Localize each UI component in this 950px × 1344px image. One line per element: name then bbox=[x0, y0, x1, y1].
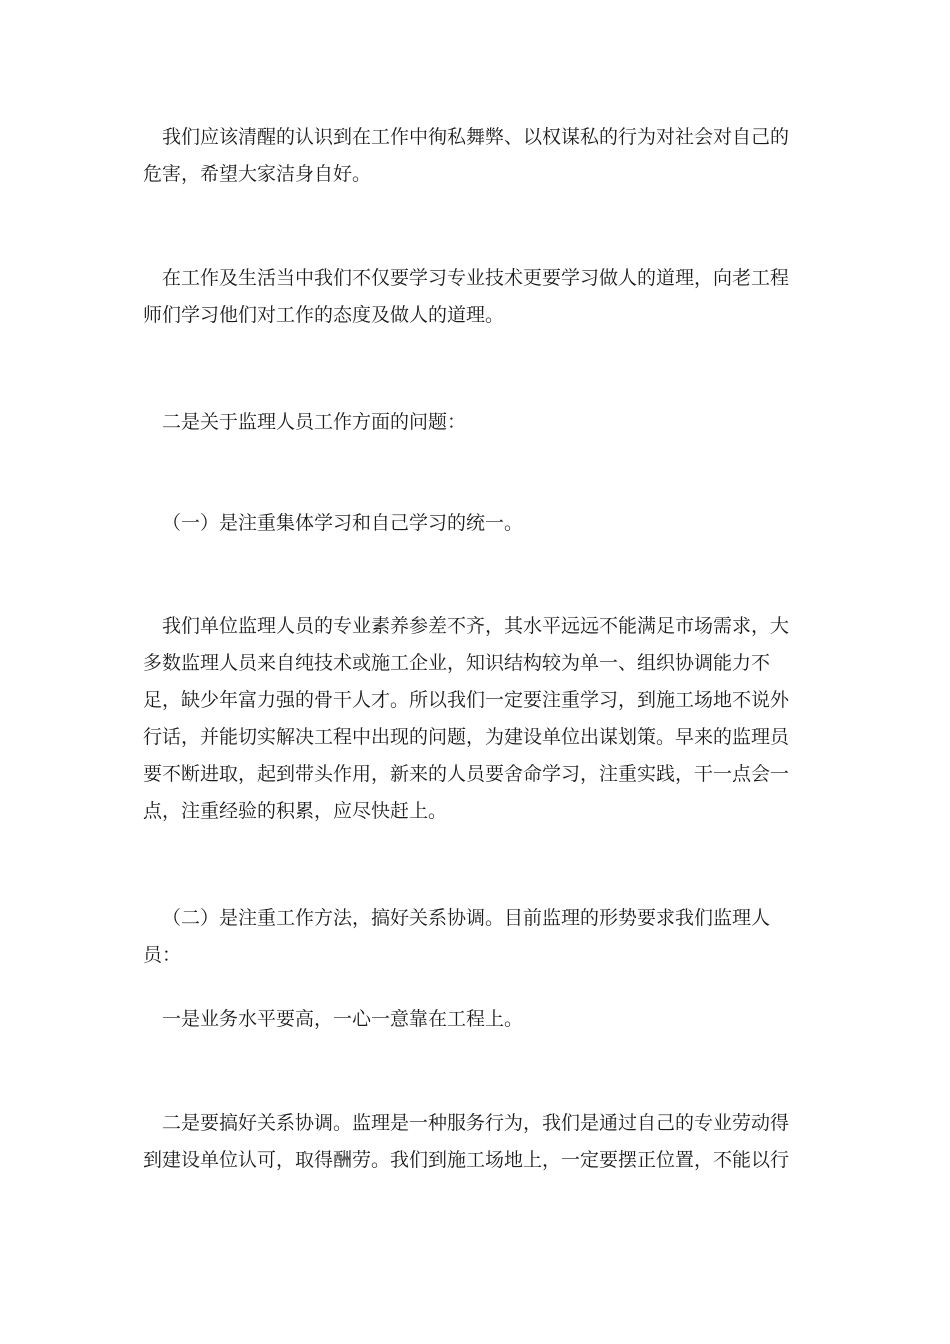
paragraph-learn-from-engineers: 在工作及生活当中我们不仅要学习专业技术更要学习做人的道理，向老工程师们学习他们对工作的态度及做人的道理。 bbox=[143, 267, 790, 326]
subheading-work-methods: （二）是注重工作方法，搞好关系协调。目前监理的形势要求我们监理人员： bbox=[143, 907, 771, 966]
paragraph-professional-quality: 我们单位监理人员的专业素养参差不齐，其水平远远不能满足市场需求，大多数监理人员来自纯技术或施工企业，知识结构较为单一、组织协调能力不足，缺少年富力强的骨干人才。所以我们一定要注重学习，到施工场地不说外行话，并能切实解决工程中出现的问题，为建设单位出谋划策。早来的监理员要不断进取，起到带头作用，新来的人员要舍命学习，注重实践，干一点会一点，注重经验的积累，应尽快赶上。 bbox=[143, 615, 790, 822]
paragraph-relationship-coordination: 二是要搞好关系协调。监理是一种服务行为，我们是通过自己的专业劳动得到建设单位认可，取得酬劳。我们到施工场地上，一定要摆正位置，不能以行 bbox=[143, 1112, 790, 1171]
paragraph-business-level: 一是业务水平要高，一心一意靠在工程上。 bbox=[162, 1008, 524, 1030]
paragraph-integrity-warning: 我们应该清醒的认识到在工作中徇私舞弊、以权谋私的行为对社会对自己的危害，希望大家洁身自好。 bbox=[143, 126, 790, 185]
section-heading-work-issues: 二是关于监理人员工作方面的问题： bbox=[162, 411, 467, 433]
subheading-collective-learning: （一）是注重集体学习和自己学习的统一。 bbox=[162, 512, 524, 534]
